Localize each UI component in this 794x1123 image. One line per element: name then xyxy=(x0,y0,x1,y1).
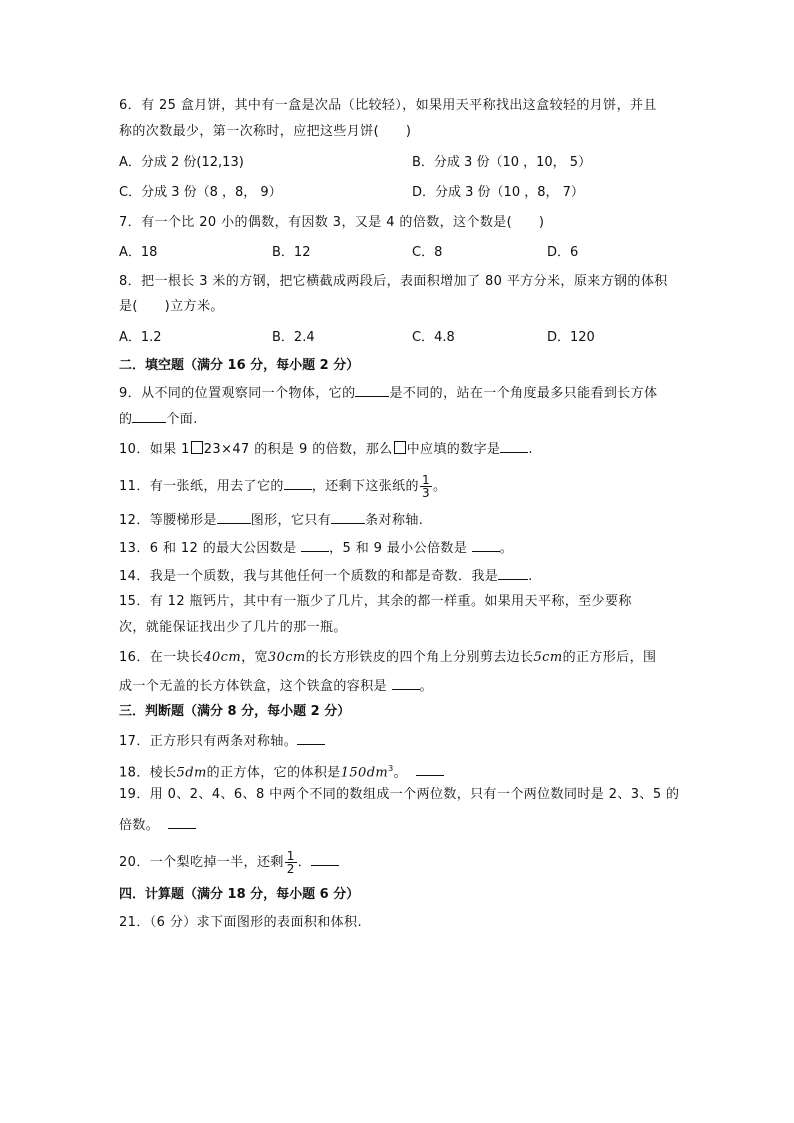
fraction-denominator: 3 xyxy=(421,486,430,500)
q14-text-a: 14．我是一个质数，我与其他任何一个质数的和都是奇数．我是 xyxy=(119,569,499,584)
q9-blank-1[interactable] xyxy=(355,384,389,397)
empty-box-icon xyxy=(191,441,203,454)
q18-text-b: 的正方体，它的体积是 xyxy=(206,765,341,781)
q20-text-a: 20．一个梨吃掉一半，还剩 xyxy=(119,855,284,870)
q14-text xyxy=(119,567,533,585)
q19-text-line2 xyxy=(119,816,196,834)
q18-text-a: 18．棱长 xyxy=(119,765,177,781)
q10-text-b: 23×47 的积是 9 的倍数，那么 xyxy=(203,442,393,457)
q7-option-b: B．12 xyxy=(272,245,311,260)
q16-text-line1 xyxy=(119,650,656,666)
q7-option-a: A．18 xyxy=(119,245,158,260)
q11-text-a: 11．有一张纸，用去了它的 xyxy=(119,479,284,494)
q16-blank[interactable] xyxy=(392,677,420,690)
q9-blank-2[interactable] xyxy=(132,410,166,423)
q10-text-a: 10．如果 1 xyxy=(119,442,190,457)
q16-width: 30cm xyxy=(267,650,306,665)
q18-text-c: 。 xyxy=(393,765,408,781)
q15-text-line2: 次，就能保证找出少了几片的那一瓶。 xyxy=(119,620,347,635)
q16-text-b: ，宽 xyxy=(241,650,268,665)
q6-text-line2: 称的次数最少，第一次称时，应把这些月饼( ) xyxy=(119,124,412,139)
q12-text-a: 12．等腰梯形是 xyxy=(119,513,217,528)
q10-text xyxy=(119,440,533,458)
section-fill-in-heading: 二．填空题（满分 16 分，每小题 2 分） xyxy=(119,358,360,373)
q7-option-c: C．8 xyxy=(412,245,443,260)
q10-blank[interactable] xyxy=(500,440,528,453)
q9-text-line1 xyxy=(119,384,658,402)
q8-option-d: D．120 xyxy=(547,330,595,345)
section-true-false-heading: 三．判断题（满分 8 分，每小题 2 分） xyxy=(119,704,351,719)
q11-blank[interactable] xyxy=(284,477,312,490)
q15-text-line1: 15．有 12 瓶钙片，其中有一瓶少了几片，其余的都一样重。如果用天平称，至少要称 xyxy=(119,594,632,609)
q13-text-c: 。 xyxy=(499,541,514,556)
q13-text xyxy=(119,539,513,557)
q12-text-c: 条对称轴. xyxy=(365,513,424,528)
q9-text-a: 9．从不同的位置观察同一个物体，它的 xyxy=(119,386,356,401)
q6-option-c: C．分成 3 份（8 ，8， 9） xyxy=(119,185,282,200)
q16-length: 40cm xyxy=(203,650,242,665)
q16-text-line2 xyxy=(119,677,433,695)
q19-text-line2-content: 倍数。 xyxy=(119,818,160,833)
q16-text-d: 的正方形后，围 xyxy=(562,650,657,665)
q7-text: 7．有一个比 20 小的偶数，有因数 3，又是 4 的倍数，这个数是( ) xyxy=(119,215,545,230)
q13-blank-1[interactable] xyxy=(301,539,329,552)
q17-blank[interactable] xyxy=(297,732,325,745)
q14-text-b: . xyxy=(528,569,533,584)
q8-option-b: B．2.4 xyxy=(272,330,315,345)
q18-exponent: 3 xyxy=(388,764,394,773)
fraction-one-half xyxy=(285,850,297,875)
q9-text-c: 的 xyxy=(119,412,133,427)
empty-box-icon xyxy=(394,441,406,454)
q20-text-b: ． xyxy=(297,855,312,870)
fraction-numerator: 1 xyxy=(421,473,430,487)
q12-text-b: 图形，它只有 xyxy=(250,513,332,528)
q9-text-d: 个面. xyxy=(166,412,198,427)
section-calculation-heading: 四．计算题（满分 18 分，每小题 6 分） xyxy=(119,887,360,902)
q18-edge: 5dm xyxy=(176,765,207,781)
q11-text-c: 。 xyxy=(433,479,447,494)
q19-text-line1: 19．用 0、2、4、6、8 中两个不同的数组成一个两位数，只有一个两位数同时是 2、3、5 的 xyxy=(119,787,680,802)
q20-blank[interactable] xyxy=(311,853,339,866)
fraction-numerator: 1 xyxy=(286,849,295,863)
q8-option-a: A．1.2 xyxy=(119,330,162,345)
q6-option-b: B．分成 3 份（10 ，10， 5） xyxy=(412,155,592,170)
q9-text-b: 是不同的，站在一个角度最多只能看到长方体 xyxy=(389,386,658,401)
q14-blank[interactable] xyxy=(498,567,528,580)
q16-text-e: 。 xyxy=(419,679,433,694)
q11-text-b: ，还剩下这张纸的 xyxy=(311,479,419,494)
q6-text-line1: 6．有 25 盒月饼，其中有一盒是次品（比较轻），如果用天平称找出这盒较轻的月饼，并且 xyxy=(119,98,657,113)
q12-blank-1[interactable] xyxy=(217,511,251,524)
q21-text: 21．（6 分）求下面图形的表面积和体积. xyxy=(119,915,362,930)
q10-text-c: 中应填的数字是 xyxy=(406,442,501,457)
q8-text-line1: 8．把一根长 3 米的方钢，把它横截成两段后，表面积增加了 80 平方分米，原来方钢的体积 xyxy=(119,274,668,289)
q12-text xyxy=(119,511,423,529)
q8-text-line2: 是( )立方米。 xyxy=(119,299,224,314)
q12-blank-2[interactable] xyxy=(331,511,365,524)
q16-cut-side: 5cm xyxy=(533,650,563,665)
q6-option-a: A．分成 2 份(12,13) xyxy=(119,155,244,170)
fraction-one-third xyxy=(420,474,432,499)
q17-text xyxy=(119,732,325,750)
q16-text-line2-content: 成一个无盖的长方体铁盒，这个铁盒的容积是 xyxy=(119,679,392,694)
q16-text-c: 的长方形铁皮的四个角上分别剪去边长 xyxy=(305,650,534,665)
q18-volume: 150dm xyxy=(340,765,389,781)
q6-option-d: D．分成 3 份（10 ，8， 7） xyxy=(412,185,584,200)
q13-blank-2[interactable] xyxy=(472,539,500,552)
q7-option-d: D．6 xyxy=(547,245,579,260)
q13-text-b: ，5 和 9 最小公倍数是 xyxy=(329,541,472,556)
q18-text xyxy=(119,761,444,781)
q8-option-c: C．4.8 xyxy=(412,330,455,345)
q13-text-a: 13．6 和 12 的最大公因数是 xyxy=(119,541,302,556)
q11-text xyxy=(119,474,446,499)
q20-text xyxy=(119,850,339,875)
q18-blank[interactable] xyxy=(416,763,444,776)
q10-text-d: . xyxy=(528,442,533,457)
q19-blank[interactable] xyxy=(168,816,196,829)
q9-text-line2 xyxy=(119,410,198,428)
q16-text-a: 16．在一块长 xyxy=(119,650,204,665)
q17-text-a: 17．正方形只有两条对称轴。 xyxy=(119,734,298,749)
fraction-denominator: 2 xyxy=(286,862,295,876)
